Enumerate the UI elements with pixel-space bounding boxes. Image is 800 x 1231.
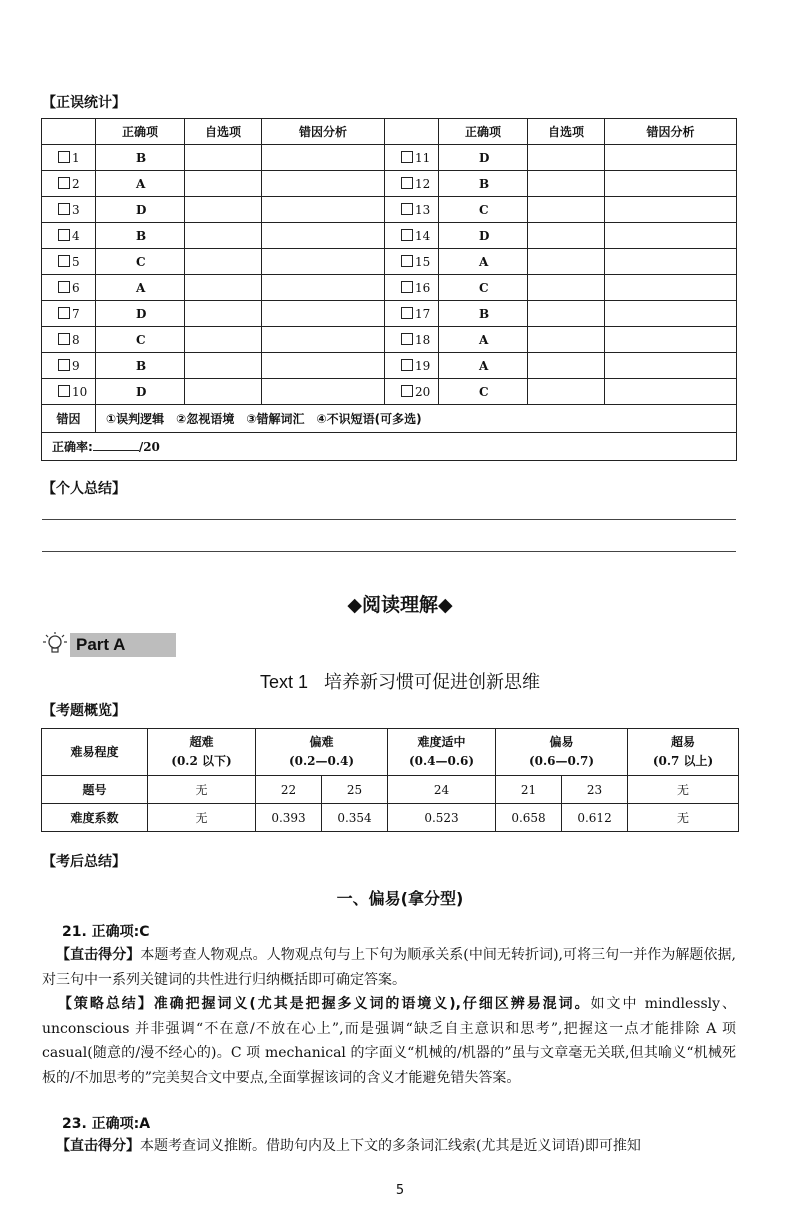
error-analysis-cell[interactable] [262,379,385,405]
correct-answer: B [96,145,185,171]
text-title [0,668,800,694]
error-analysis-cell[interactable] [262,301,385,327]
level-very-easy: 超易 (0.7 以上) [628,729,739,776]
question-checkbox-cell[interactable] [42,327,96,353]
error-reason-label: 错因 [42,405,96,433]
error-analysis-cell[interactable] [262,353,385,379]
stats-table [41,118,737,461]
overview-label: 【考题概览】 [42,703,126,719]
accuracy-label: 正确率: [52,440,93,454]
question-number: 4 [72,228,80,243]
question-number: 7 [72,306,80,321]
question-number: 8 [72,332,80,347]
part-a-label: Part A [70,633,176,657]
table-row [42,275,737,301]
table-cell: 22 [256,776,322,804]
correct-answer: D [96,197,185,223]
table-row [42,327,737,353]
question-number-head: 题号 [42,776,148,804]
table-row [42,223,737,249]
error-analysis-cell[interactable] [605,145,737,171]
stats-header-row [42,119,737,145]
table-cell: 23 [562,776,628,804]
own-choice-cell[interactable] [185,353,262,379]
correct-answer: C [439,197,528,223]
own-choice-cell[interactable] [528,197,605,223]
header-analysis-right: 错因分析 [605,119,737,145]
question-checkbox-cell[interactable] [42,197,96,223]
error-analysis-cell[interactable] [605,197,737,223]
q21-direct-text: 本题考查人物观点。人物观点句与上下句为顺承关系(中间无转折词),可将三句一并作为解题依据,对三句中一系列关键词的共性进行归纳概括即可确定答案。 [42,947,737,988]
checkbox[interactable] [58,281,70,293]
question-checkbox-cell[interactable] [385,379,439,405]
correct-answer: A [96,171,185,197]
checkbox[interactable] [58,307,70,319]
table-row [42,197,737,223]
header-analysis-left: 错因分析 [262,119,385,145]
table-row [42,249,737,275]
header-chosen-left: 自选项 [185,119,262,145]
correct-answer: C [439,379,528,405]
q21-strategy-text: 如文中 mindlessly、unconscious 并非强调“不在意/不放在心上”,而是强调“缺乏自主意识和思考”,把握这一点才能排除 A 项 casual(随意的/漫不经心的)。C 项 mechanical 的字面义“机械的/机器的”虽与文章毫无关联,但其喻义“机械死板的/不加思考的”完美契合文中要点,全面掌握该词的含义才能避免错失答案。 [42,996,737,1087]
question-number-row [42,776,739,804]
checkbox[interactable] [58,177,70,189]
question-number: 9 [72,358,80,373]
question-checkbox-cell[interactable] [385,301,439,327]
question-number: 5 [72,254,80,269]
own-choice-cell[interactable] [185,171,262,197]
checkbox[interactable] [401,307,413,319]
error-analysis-cell[interactable] [262,275,385,301]
error-analysis-cell[interactable] [605,353,737,379]
question-number: 11 [415,150,431,165]
page-number: 5 [395,1183,405,1198]
q21-direct-paragraph [42,943,736,992]
error-analysis-cell[interactable] [262,249,385,275]
question-number: 1 [72,150,80,165]
own-choice-cell[interactable] [528,275,605,301]
checkbox[interactable] [58,151,70,163]
accuracy-total: /20 [138,440,160,454]
table-row [42,171,737,197]
question-checkbox-cell[interactable] [385,327,439,353]
own-choice-cell[interactable] [528,353,605,379]
q21-direct-label: 【直击得分】 [56,947,141,963]
correct-answer: A [439,327,528,353]
after-summary-label: 【考后总结】 [42,854,126,870]
question-number: 18 [415,332,431,347]
summary-line-2[interactable] [42,551,736,552]
question-checkbox-cell[interactable] [42,223,96,249]
stats-label: 【正误统计】 [42,95,126,111]
header-correct-left: 正确项 [96,119,185,145]
header-chosen-right: 自选项 [528,119,605,145]
table-cell: 25 [322,776,388,804]
error-analysis-cell[interactable] [262,197,385,223]
table-row [42,379,737,405]
own-choice-cell[interactable] [185,197,262,223]
error-analysis-cell[interactable] [605,327,737,353]
subsection-title: 一、偏易(拿分型) [336,889,464,908]
checkbox[interactable] [58,229,70,241]
own-choice-cell[interactable] [528,379,605,405]
question-checkbox-cell[interactable] [385,249,439,275]
table-cell: 0.393 [256,804,322,832]
accuracy-row [42,433,737,461]
error-analysis-cell[interactable] [605,171,737,197]
table-cell: 无 [148,804,256,832]
question-number: 13 [415,202,431,217]
question-checkbox-cell[interactable] [42,379,96,405]
question-checkbox-cell[interactable] [42,249,96,275]
table-cell: 0.658 [496,804,562,832]
question-number: 20 [415,384,431,399]
question-checkbox-cell[interactable] [385,171,439,197]
question-number: 2 [72,176,80,191]
q21-strategy-bold: 准确把握词义(尤其是把握多义词的语境义),仔细区辨易混词。 [153,996,591,1012]
correct-answer: A [96,275,185,301]
table-row [42,145,737,171]
correct-answer: C [96,327,185,353]
correct-answer: B [439,301,528,327]
summary-label: 【个人总结】 [42,481,126,497]
own-choice-cell[interactable] [185,301,262,327]
header-correct-right: 正确项 [439,119,528,145]
question-number: 16 [415,280,431,295]
correct-answer: A [439,249,528,275]
header-blank-right [385,119,439,145]
level-very-hard: 超难 (0.2 以下) [148,729,256,776]
question-number: 17 [415,306,431,321]
error-reason-row [42,405,737,433]
checkbox[interactable] [58,255,70,267]
table-row [42,353,737,379]
error-reason-options[interactable]: ①误判逻辑 ②忽视语境 ③错解词汇 ④不识短语(可多选) [96,405,737,433]
checkbox[interactable] [401,177,413,189]
difficulty-header-row [42,729,739,776]
correct-answer: B [439,171,528,197]
question-checkbox-cell[interactable] [42,275,96,301]
error-analysis-cell[interactable] [605,275,737,301]
own-choice-cell[interactable] [528,223,605,249]
text-title-cn: 培养新习惯可促进创新思维 [324,672,541,693]
table-cell: 无 [628,804,739,832]
error-analysis-cell[interactable] [262,223,385,249]
own-choice-cell[interactable] [528,171,605,197]
table-row [42,301,737,327]
difficulty-row-head: 难易程度 [42,729,148,776]
checkbox[interactable] [401,281,413,293]
error-analysis-cell[interactable] [262,171,385,197]
own-choice-cell[interactable] [528,145,605,171]
question-checkbox-cell[interactable] [42,171,96,197]
level-hard: 偏难 (0.2—0.4) [256,729,388,776]
checkbox[interactable] [401,229,413,241]
difficulty-table [41,728,739,832]
question-checkbox-cell[interactable] [385,275,439,301]
correct-answer: C [439,275,528,301]
question-number: 10 [72,384,88,399]
question-number: 6 [72,280,80,295]
table-cell: 0.612 [562,804,628,832]
section-title: ◆阅读理解◆ [347,594,453,616]
checkbox[interactable] [58,359,70,371]
table-cell: 无 [148,776,256,804]
question-checkbox-cell[interactable] [42,145,96,171]
question-checkbox-cell[interactable] [42,353,96,379]
error-analysis-cell[interactable] [605,249,737,275]
question-number: 15 [415,254,431,269]
own-choice-cell[interactable] [185,379,262,405]
q21-strategy-label: 【策略总结】 [56,996,154,1012]
own-choice-cell[interactable] [528,249,605,275]
correct-answer: D [96,379,185,405]
q23-title: 23. 正确项:A [62,1116,151,1132]
question-checkbox-cell[interactable] [385,197,439,223]
own-choice-cell[interactable] [185,327,262,353]
question-checkbox-cell[interactable] [42,301,96,327]
error-analysis-cell[interactable] [262,327,385,353]
correct-answer: B [96,223,185,249]
q23-direct-paragraph [42,1134,736,1159]
own-choice-cell[interactable] [528,301,605,327]
table-cell: 0.354 [322,804,388,832]
accuracy-blank[interactable] [93,438,139,451]
own-choice-cell[interactable] [185,145,262,171]
checkbox[interactable] [401,333,413,345]
text-number: Text 1 [259,672,309,692]
level-easy: 偏易 (0.6—0.7) [496,729,628,776]
q23-direct-label: 【直击得分】 [56,1138,140,1154]
error-analysis-cell[interactable] [605,379,737,405]
header-blank-left [42,119,96,145]
correct-answer: B [96,353,185,379]
correct-answer: D [439,223,528,249]
checkbox[interactable] [58,385,70,397]
checkbox[interactable] [58,203,70,215]
own-choice-cell[interactable] [185,249,262,275]
own-choice-cell[interactable] [185,275,262,301]
correct-answer: D [96,301,185,327]
table-cell: 24 [388,776,496,804]
coefficient-head: 难度系数 [42,804,148,832]
lightbulb-icon [42,631,68,657]
checkbox[interactable] [401,151,413,163]
q21-strategy-paragraph [42,992,736,1091]
q21-title: 21. 正确项:C [62,924,150,940]
question-number: 12 [415,176,431,191]
question-checkbox-cell[interactable] [385,353,439,379]
own-choice-cell[interactable] [185,223,262,249]
table-cell: 0.523 [388,804,496,832]
error-analysis-cell[interactable] [605,301,737,327]
q23-direct-text: 本题考查词义推断。借助句内及上下文的多条词汇线索(尤其是近义词语)即可推知 [140,1138,641,1154]
accuracy-cell [42,433,737,461]
checkbox[interactable] [58,333,70,345]
correct-answer: C [96,249,185,275]
question-number: 19 [415,358,431,373]
level-medium: 难度适中 (0.4—0.6) [388,729,496,776]
summary-line-1[interactable] [42,519,736,520]
coefficient-row [42,804,739,832]
table-cell: 无 [628,776,739,804]
question-checkbox-cell[interactable] [385,145,439,171]
error-analysis-cell[interactable] [262,145,385,171]
checkbox[interactable] [401,203,413,215]
correct-answer: D [439,145,528,171]
own-choice-cell[interactable] [528,327,605,353]
checkbox[interactable] [401,255,413,267]
question-number: 14 [415,228,431,243]
question-number: 3 [72,202,80,217]
question-checkbox-cell[interactable] [385,223,439,249]
table-cell: 21 [496,776,562,804]
correct-answer: A [439,353,528,379]
checkbox[interactable] [401,359,413,371]
checkbox[interactable] [401,385,413,397]
error-analysis-cell[interactable] [605,223,737,249]
